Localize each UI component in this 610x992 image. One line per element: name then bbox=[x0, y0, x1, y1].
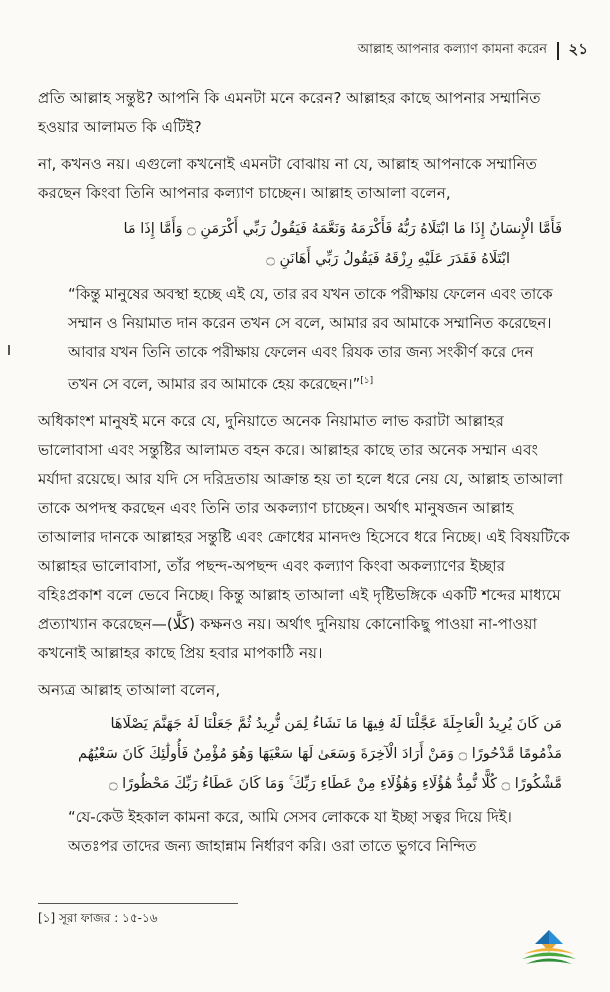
chapter-title: আল্লাহ আপনার কল্যাণ কামনা করেন bbox=[357, 42, 547, 57]
publisher-logo-icon bbox=[516, 926, 582, 970]
arabic-verse-2-line-3: مَّشْكُورًا ۝ كُلًّا نُّمِدُّ هَٰؤُلَاءِ وَهَٰؤُلَاءِ مِنْ عَطَاءِ رَبِّكَ ۚ وَمَا كَانَ عَطَاءُ رَبِّكَ مَحْظُورًا ۝ bbox=[108, 775, 562, 792]
footnote-divider bbox=[38, 903, 238, 904]
arabic-verse-2-line-1: مَن كَانَ يُرِيدُ الْعَاجِلَةَ عَجَّلْنَا لَهُ فِيهَا مَا نَشَاءُ لِمَن نُّرِيدُ ثُمَّ جَعَلْنَا لَهُ جَهَنَّمَ يَصْلَاهَا bbox=[110, 715, 562, 732]
page-number: ২১ bbox=[568, 40, 588, 58]
running-header bbox=[40, 38, 588, 63]
arabic-verse-2-line-2: مَذْمُومًا مَّدْحُورًا ۝ وَمَنْ أَرَادَ الْآخِرَةَ وَسَعَىٰ لَهَا سَعْيَهَا وَهُوَ مُؤْمِنٌ فَأُولَٰئِكَ كَانَ سَعْيُهُم bbox=[77, 745, 562, 762]
arabic-verse-1-line-1: فَأَمَّا الْإِنسَانُ إِذَا مَا ابْتَلَاهُ رَبُّهُ فَأَكْرَمَهُ وَنَعَّمَهُ فَيَقُولُ رَبِّي أَكْرَمَنِ ۝ وَأَمَّا إِذَا مَا bbox=[123, 221, 562, 237]
paragraph-1: প্রতি আল্লাহ সন্তুষ্ট? আপনি কি এমনটা মনে করেন? আল্লাহর কাছে আপনার সম্মানিত হওয়ার আলামত কি এটিই? bbox=[38, 89, 541, 136]
paragraph-3: অধিকাংশ মানুষই মনে করে যে, দুনিয়াতে অনেক নিয়ামাত লাভ করাটা আল্লাহর ভালোবাসা এবং সন্তুষ্টির আলামত বহন করে। আল্লাহর কাছে তার অনেক সম্মান এবং মর্যাদা রয়েছে। আর যদি সে দরিদ্রতায় আক্রান্ত হয় তা হলে ধরে নেয় যে, আল্লাহ তাআলা তাকে অপদস্থ করছেন এবং তিনি তার অকল্যাণ চাচ্ছেন। অর্থাৎ মানুষজন আল্লাহ তাআলার দানকে আল্লাহর সন্তুষ্টি এবং ক্রোধের মানদণ্ড হিসেবে ধরে নিচ্ছে। এই বিষয়টিকে আল্লাহর ভালোবাসা, তাঁর পছন্দ-অপছন্দ এবং কল্যাণ কিংবা অকল্যাণের ইচ্ছার বহিঃপ্রকাশ বলে ভেবে নিচ্ছে। কিন্তু আল্লাহ তাআলা এই দৃষ্টিভঙ্গিকে একটি শব্দের মাধ্যমে প্রত্যাখ্যান করেছেন—(كَلَّا) কক্ষনও নয়। অর্থাৎ দুনিয়ায় কোনোকিছু পাওয়া না-পাওয়া কখনোই আল্লাহর কাছে প্রিয় হবার মাপকাঠি নয়। bbox=[38, 411, 570, 662]
quote-1-text: “কিন্তু মানুষের অবস্থা হচ্ছে এই যে, তার রব যখন তাকে পরীক্ষায় ফেলেন এবং তাকে সম্মান ও নিয়ামাত দান করেন তখন সে বলে, আমার রব আমাকে সম্মানিত করেছেন। আবার যখন তিনি তাকে পরীক্ষায় ফেলেন এবং রিযক তার জন্য সংকীর্ণ করে দেন তখন সে বলে, আমার রব আমাকে হেয় করেছেন।” bbox=[68, 286, 553, 393]
paragraph-2: না, কখনও নয়। এগুলো কখনোই এমনটা বোঝায় না যে, আল্লাহ আপনাকে সম্মানিত করছেন কিংবা তিনি আপনার কল্যাণ চাচ্ছেন। আল্লাহ তাআলা বলেন, bbox=[38, 155, 538, 202]
footnote-ref: [১] bbox=[360, 376, 374, 386]
arabic-verse-1-line-2: ابْتَلَاهُ فَقَدَرَ عَلَيْهِ رِزْقَهُ فَيَقُولُ رَبِّي أَهَانَنِ ۝ bbox=[266, 251, 510, 267]
margin-mark bbox=[8, 345, 10, 355]
paragraph-4: অন্যত্র আল্লাহ তাআলা বলেন, bbox=[38, 680, 221, 699]
page-body bbox=[38, 84, 570, 861]
quote-2: “যে-কেউ ইহকাল কামনা করে, আমি সেসব লোককে যা ইচ্ছা সত্বর দিয়ে দিই। অতঃপর তাদের জন্য জাহান্নাম নির্ধারণ করি। ওরা তাতে ভুগবে নিন্দিত bbox=[68, 808, 512, 855]
footnote: [১] সূরা ফাজর : ১৫-১৬ bbox=[38, 911, 158, 925]
header-divider bbox=[557, 42, 559, 60]
quote-1 bbox=[38, 280, 570, 399]
